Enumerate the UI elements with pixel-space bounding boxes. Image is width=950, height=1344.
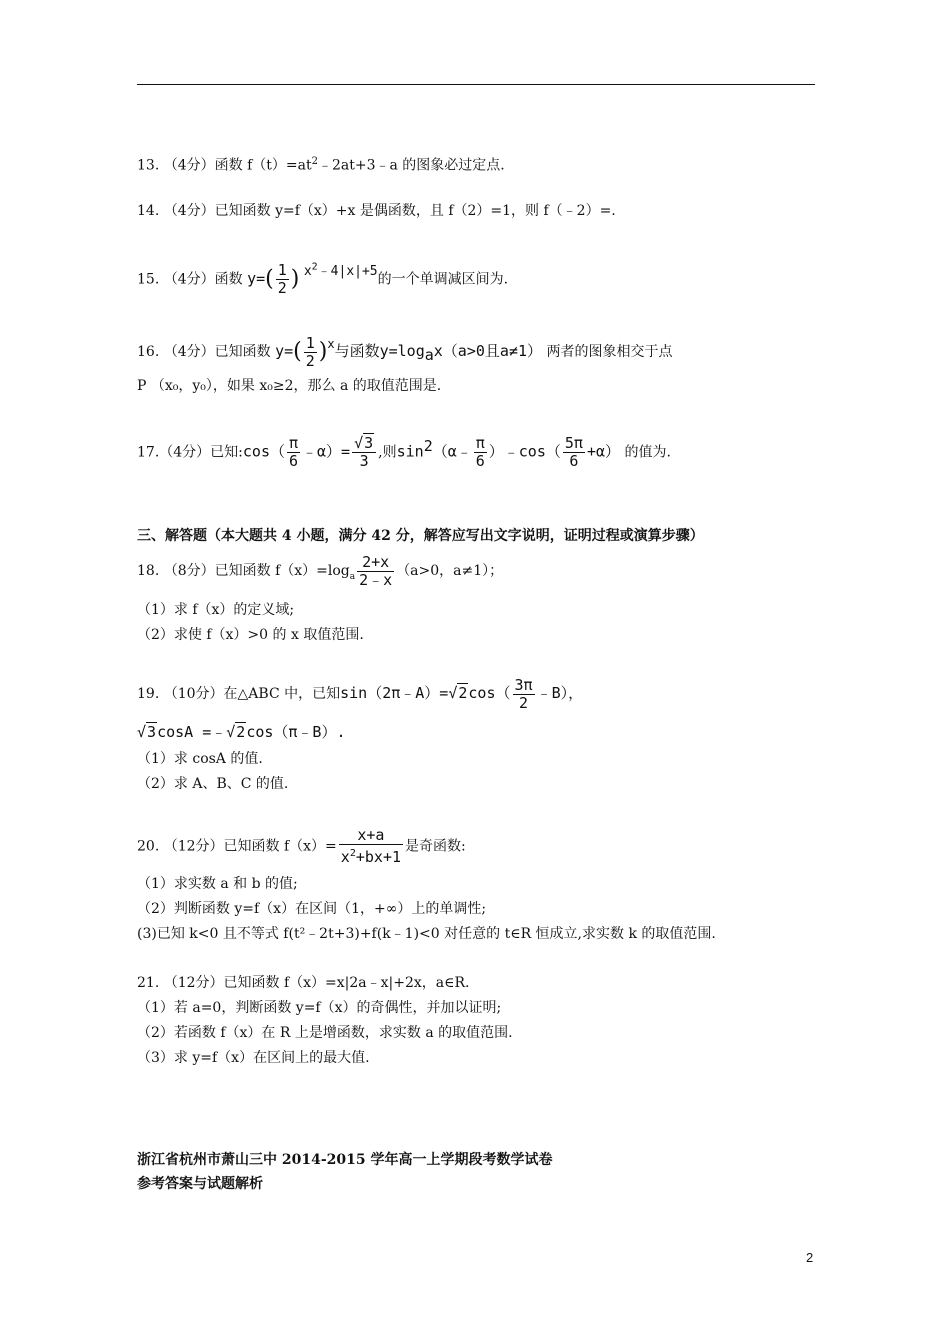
question-18-part-2: （2）求使 f（x）>0 的 x 取值范围. [137, 627, 364, 643]
section-3-heading: 三、解答题（本大题共 4 小题，满分 42 分，解答应写出文字说明，证明过程或演算步骤） [137, 528, 704, 544]
question-19-eq2: √3cosA =﹣√2cos（π﹣B）. [137, 723, 346, 741]
q13-tail: ﹣2at+3﹣a 的图象必过定点. [317, 157, 505, 174]
q15-exponent: $x^2﹣4|x|+5$ [303, 262, 378, 280]
q17-lead: 17.（4分）已知: [137, 444, 243, 461]
q14-text: 14. （4分）已知函数 y=f（x）+x 是偶函数，且 f（2）=1，则 f（﹣2）=. [137, 203, 616, 219]
q13-lead: 13. （4分）函数 f（t）=at [137, 157, 312, 174]
question-19-part-1: （1）求 cosA 的值. [137, 751, 263, 767]
question-19: 19. （10分）在△ABC 中，已知sin（2π﹣A）=√2cos（ $\frac{3\pi}{2}$ ﹣B）， [137, 675, 584, 712]
question-15: 15. （4分）函数 y=( $\frac{1}{2}$ ) $x^2﹣4|x|+5$的一个单调减区间为. [137, 260, 509, 297]
page-number: 2 [806, 1250, 814, 1265]
answer-section-subtitle: 参考答案与试题解析 [137, 1176, 263, 1192]
question-16-line2: P （x₀，y₀），如果 x₀≥2，那么 a 的取值范围是. [137, 378, 442, 394]
question-17: 17.（4分）已知:cos（ $\frac{\pi}{6}$ ﹣α）= $\frac{√3}{3}$ ,则$\sin^2(\alpha﹣$ $\frac{\pi}{6}$ ）﹣cos（ $\frac{5\pi}{6}$ +α） 的值为. [137, 434, 671, 471]
question-18-part-1: （1）求 f（x）的定义域; [137, 602, 295, 618]
question-21-part-3: （3）求 y=f（x）在区间上的最大值. [137, 1050, 370, 1066]
question-16: 16. （4分）已知函数 y=( $\frac{1}{2}$ )x与函数$y=\log_ax(a>0$且a≠1） 两者的图象相交于点 [137, 333, 673, 370]
q20-fraction: $\frac{x+a}{x^2+bx+1}$ [340, 826, 402, 866]
question-21-part-1: （1）若 a=0，判断函数 y=f（x）的奇偶性，并加以证明; [137, 1000, 502, 1016]
question-20-part-1: （1）求实数 a 和 b 的值; [137, 876, 298, 892]
q13-sup: 2 [311, 156, 318, 167]
q16-tail: 两者的图象相交于点 [546, 344, 673, 360]
q18-fraction: $\frac{2+x}{2﹣x}$ [359, 552, 393, 589]
question-20-part-3: (3)已知 k<0 且不等式 f(t²﹣2t+3)+f(k﹣1)<0 对任意的 t∈R 恒成立,求实数 k 的取值范围. [137, 926, 716, 942]
q15-y: y= [247, 269, 266, 288]
q17-tail: 的值为. [624, 444, 671, 461]
q15-fraction: $\frac{1}{2}$ [277, 260, 287, 297]
q15-lead: 15. （4分）函数 [137, 271, 243, 288]
question-20-part-2: （2）判断函数 y=f（x）在区间（1，+∞）上的单调性; [137, 901, 487, 917]
header-rule [137, 84, 815, 85]
question-14 [137, 201, 616, 221]
question-21: 21. （12分）已知函数 f（x）=x|2a﹣x|+2x，a∈R. [137, 975, 470, 991]
q17-sqrt-fraction: $\frac{√3}{3}$ [352, 435, 376, 470]
question-20: 20. （12分）已知函数 f（x）= $\frac{x+a}{x^2+bx+1}$ 是奇函数: [137, 826, 466, 866]
q16-lead: 16. （4分）已知函数 [137, 344, 271, 360]
q15-tail: 的一个单调减区间为. [377, 271, 509, 288]
q16-log: 与函数y=log [334, 342, 425, 360]
question-19-part-2: （2）求 A、B、C 的值. [137, 776, 289, 792]
q16-fraction: $\frac{1}{2}$ [305, 333, 315, 370]
answer-section-title: 浙江省杭州市萧山三中 2014-2015 学年高一上学期段考数学试卷 [137, 1152, 553, 1168]
question-21-part-2: （2）若函数 f（x）在 R 上是增函数，求实数 a 的取值范围. [137, 1025, 513, 1041]
question-13 [137, 152, 505, 176]
question-18: 18. （8分）已知函数 $f(x)=\log_a$ $\frac{2+x}{2﹣x}$ （a>0，a≠1）； [137, 552, 504, 589]
